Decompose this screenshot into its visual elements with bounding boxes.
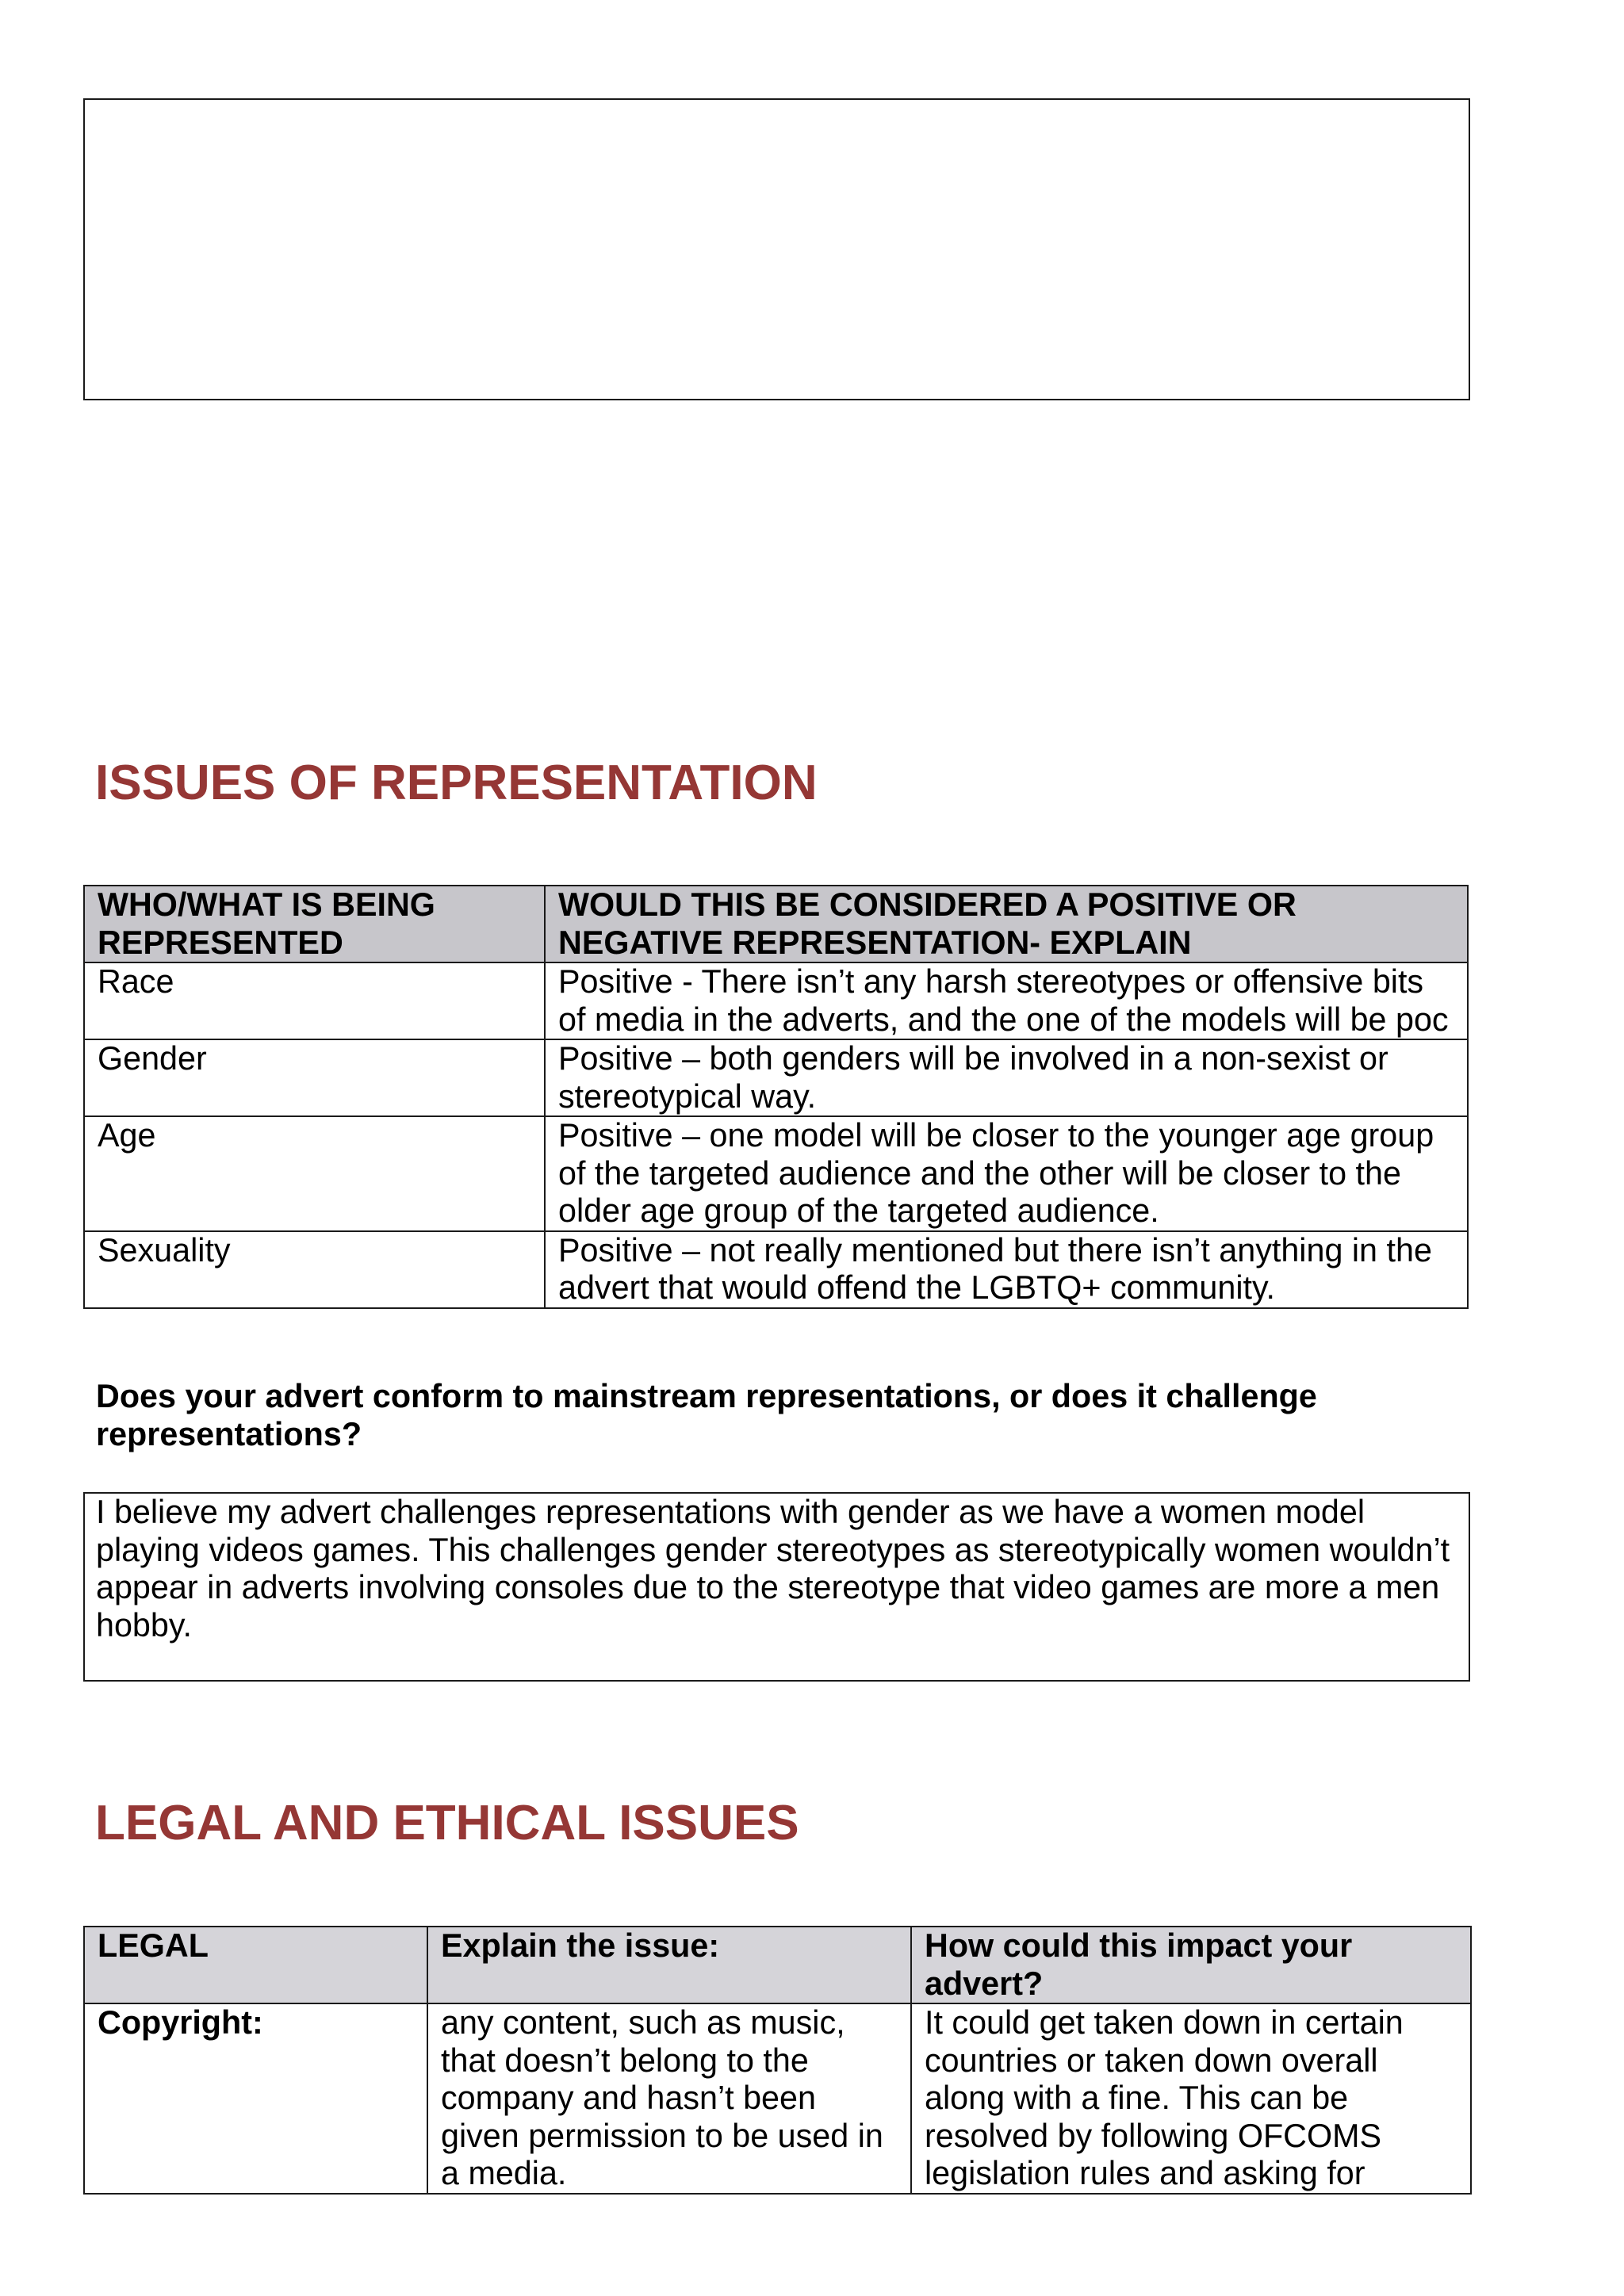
table-header-row bbox=[84, 886, 1468, 962]
subject-cell: Age bbox=[84, 1116, 545, 1231]
subject-cell: Gender bbox=[84, 1039, 545, 1116]
assessment-cell: Positive - There isn’t any harsh stereotypes or offensive bits of media in the adverts, and the one of the models will be poc bbox=[545, 962, 1468, 1039]
empty-text-box bbox=[83, 98, 1470, 400]
representation-question: Does your advert conform to mainstream representations, or does it challenge representations? bbox=[96, 1378, 1317, 1452]
representation-heading: ISSUES OF REPRESENTATION bbox=[95, 756, 818, 810]
subject-cell: Race bbox=[84, 962, 545, 1039]
assessment-cell: Positive – not really mentioned but there isn’t anything in the advert that would offend the LGBTQ+ community. bbox=[545, 1231, 1468, 1308]
column-header-impact: How could this impact your advert? bbox=[911, 1927, 1471, 2003]
assessment-cell: Positive – both genders will be involved in a non-sexist or stereotypical way. bbox=[545, 1039, 1468, 1116]
column-header-subject: WHO/WHAT IS BEING REPRESENTED bbox=[84, 886, 545, 962]
subject-cell: Sexuality bbox=[84, 1231, 545, 1308]
table-header-row bbox=[84, 1927, 1471, 2003]
legal-issues-table bbox=[83, 1926, 1472, 2195]
table-row bbox=[84, 1231, 1468, 1308]
issue-cell: Copyright: bbox=[84, 2003, 427, 2194]
table-row bbox=[84, 962, 1468, 1039]
representation-answer-box bbox=[83, 1492, 1470, 1682]
impact-cell: It could get taken down in certain countries or taken down overall along with a fine. This can be resolved by following OFCOMS legislation rules and asking for bbox=[911, 2003, 1471, 2194]
column-header-assessment: WOULD THIS BE CONSIDERED A POSITIVE OR NEGATIVE REPRESENTATION- EXPLAIN bbox=[545, 886, 1468, 962]
table-row bbox=[84, 1116, 1468, 1231]
explanation-cell: any content, such as music, that doesn’t belong to the company and hasn’t been given permission to be used in a media. bbox=[427, 2003, 911, 2194]
table-row bbox=[84, 1039, 1468, 1116]
table-row bbox=[84, 2003, 1471, 2194]
column-header-explanation: Explain the issue: bbox=[427, 1927, 911, 2003]
assessment-cell: Positive – one model will be closer to the younger age group of the targeted audience and the other will be closer to the older age group of the targeted audience. bbox=[545, 1116, 1468, 1231]
representation-table bbox=[83, 885, 1469, 1309]
representation-answer: I believe my advert challenges representations with gender as we have a women model playing videos games. This challenges gender stereotypes as stereotypically women wouldn’t appear in adverts involving consoles due to the stereotype that video games are more a men hobby. bbox=[96, 1494, 1450, 1644]
legal-ethical-heading: LEGAL AND ETHICAL ISSUES bbox=[95, 1796, 799, 1850]
column-header-legal: LEGAL bbox=[84, 1927, 427, 2003]
